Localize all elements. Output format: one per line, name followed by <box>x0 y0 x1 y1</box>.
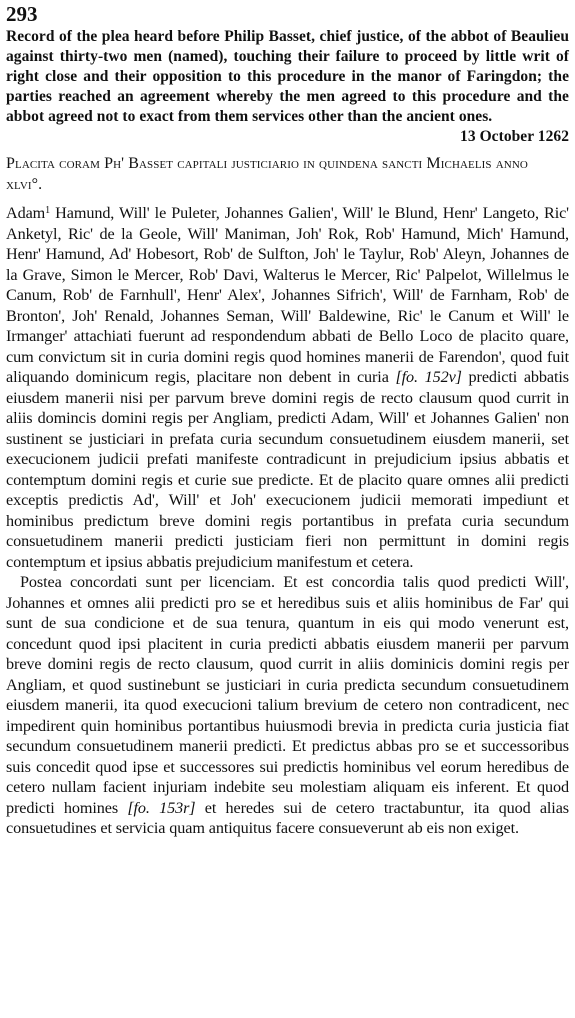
document-page <box>0 3 575 1018</box>
folio-reference: [fo. 153r] <box>127 798 196 817</box>
body-paragraph-2 <box>6 572 569 839</box>
paragraph-1-text-a: Hamund, Will' le Puleter, Johannes Galien', Will' le Blund, Henr' Langeto, Ric' Anketyl, Ric' de la Geole, Will' Maniman, Joh' Rok, Rob' Hamund, Mich' Hamund, Henr' Hamund, Ad' Hobesort, Rob' de Sulfton, Joh' le Taylur, Rob' Aleyn, Johannes de la Grave, Simon le Mercer, Rob' Davi, Walterus le Mercer, Ric' Palpelot, Willelmus le Canum, Rob' de Farnhull', Henr' Alex', Johannes Sifrich', Will' de Farnham, Rob' de Bronton', Joh' Renald, Johannes Seman, Will' Baldewine, Ric' le Canum et Will' le Irmanger' attachiati fuerunt ad respondendum abbati de Bello Loco de placito quare, cum convictum sit in curia domini regis quod homines manerii de Farendon', quod fuit aliquando dominicum regis, placitare non debent in curia <box>6 204 569 386</box>
first-word: Adam <box>6 204 46 222</box>
document-summary <box>6 27 569 147</box>
document-date: 13 October 1262 <box>460 128 569 145</box>
body-paragraph-1 <box>6 203 569 572</box>
document-number: 293 <box>6 2 38 26</box>
footnote-marker: 1 <box>45 205 51 216</box>
summary-text: Record of the plea heard before Philip Basset, chief justice, of the abbot of Beaulieu against thirty-two men (named), touching their failure to proceed by little writ of right close and their opposition to this procedure in the manor of Faringdon; the parties reached an agreement whereby the men agreed to this procedure and the abbot agreed not to exact from them services other than the ancient ones. <box>6 28 569 125</box>
folio-reference: [fo. 152v] <box>395 368 462 386</box>
paragraph-1-text-b: predicti abbatis eiusdem manerii nisi per parvum breve domini regis de recto clausum quod currit in aliis domincis domini regis per Angliam, predicti Adam, Will' et Johannes Galien' non sustinent se justiciari in prefata curia secundum consuetudinem eiusdem manerii, set execucionem judicii prefati manifeste contradicunt in prejudicium ipsius abbatis et contemptum domini regis et curie sue predicte. Et de placito quare omnes alii predicti exceptis predictis Ad', Will' et Joh' execucionem judicii memorati impediunt et hominibus predictum breve domini regis portantibus in prefata curia secundum consuetudinem manerii predicti justiciam fieri non permittunt in domini regis contemptum et ipsius abbatis prejudicium manifestum et cetera. <box>6 368 569 571</box>
paragraph-2-text-b: et heredes sui de cetero tractabuntur, ita quod alias consuetudines et servicia quam antiquitus facere consueverunt ab eis non exiget. <box>6 798 569 837</box>
paragraph-2-text-a: Postea concordati sunt per licenciam. Et est concordia talis quod predicti Will', Johannes et omnes alii predicti pro se et heredibus suis et aliis hominibus de Far' qui sunt de sua condicione et de sua tenura, quantum in eis qui modo venerunt est, concedunt quod ipsi placitent in curia predicti abbatis eiusdem manerii per parvum breve domini regis de recto clausum, quod currit in aliis dominicis domini regis per Angliam, et quod sustinebunt se justiciari in curia predicta secundum consuetudinem eiusdem manerii, ita quod execucioni talium brevium de cetero non contradicent, nec impedirent quin hominibus portantibus huiusmodi brevia in predicta curia justicia fiat secundum consuetudinem manerii predicti. Et predictus abbas pro se et successoribus suis concedit quod ipse et successores sui predictis hominibus vel eorum heredibus de cetero nullam facient injuriam indebite seu molestiam aliquam eis inferent. Et quod predicti homines <box>6 573 569 817</box>
plea-heading: Placita coram Ph' Basset capitali justiciario in quindena sancti Michaelis anno xlvi°. <box>6 155 528 193</box>
